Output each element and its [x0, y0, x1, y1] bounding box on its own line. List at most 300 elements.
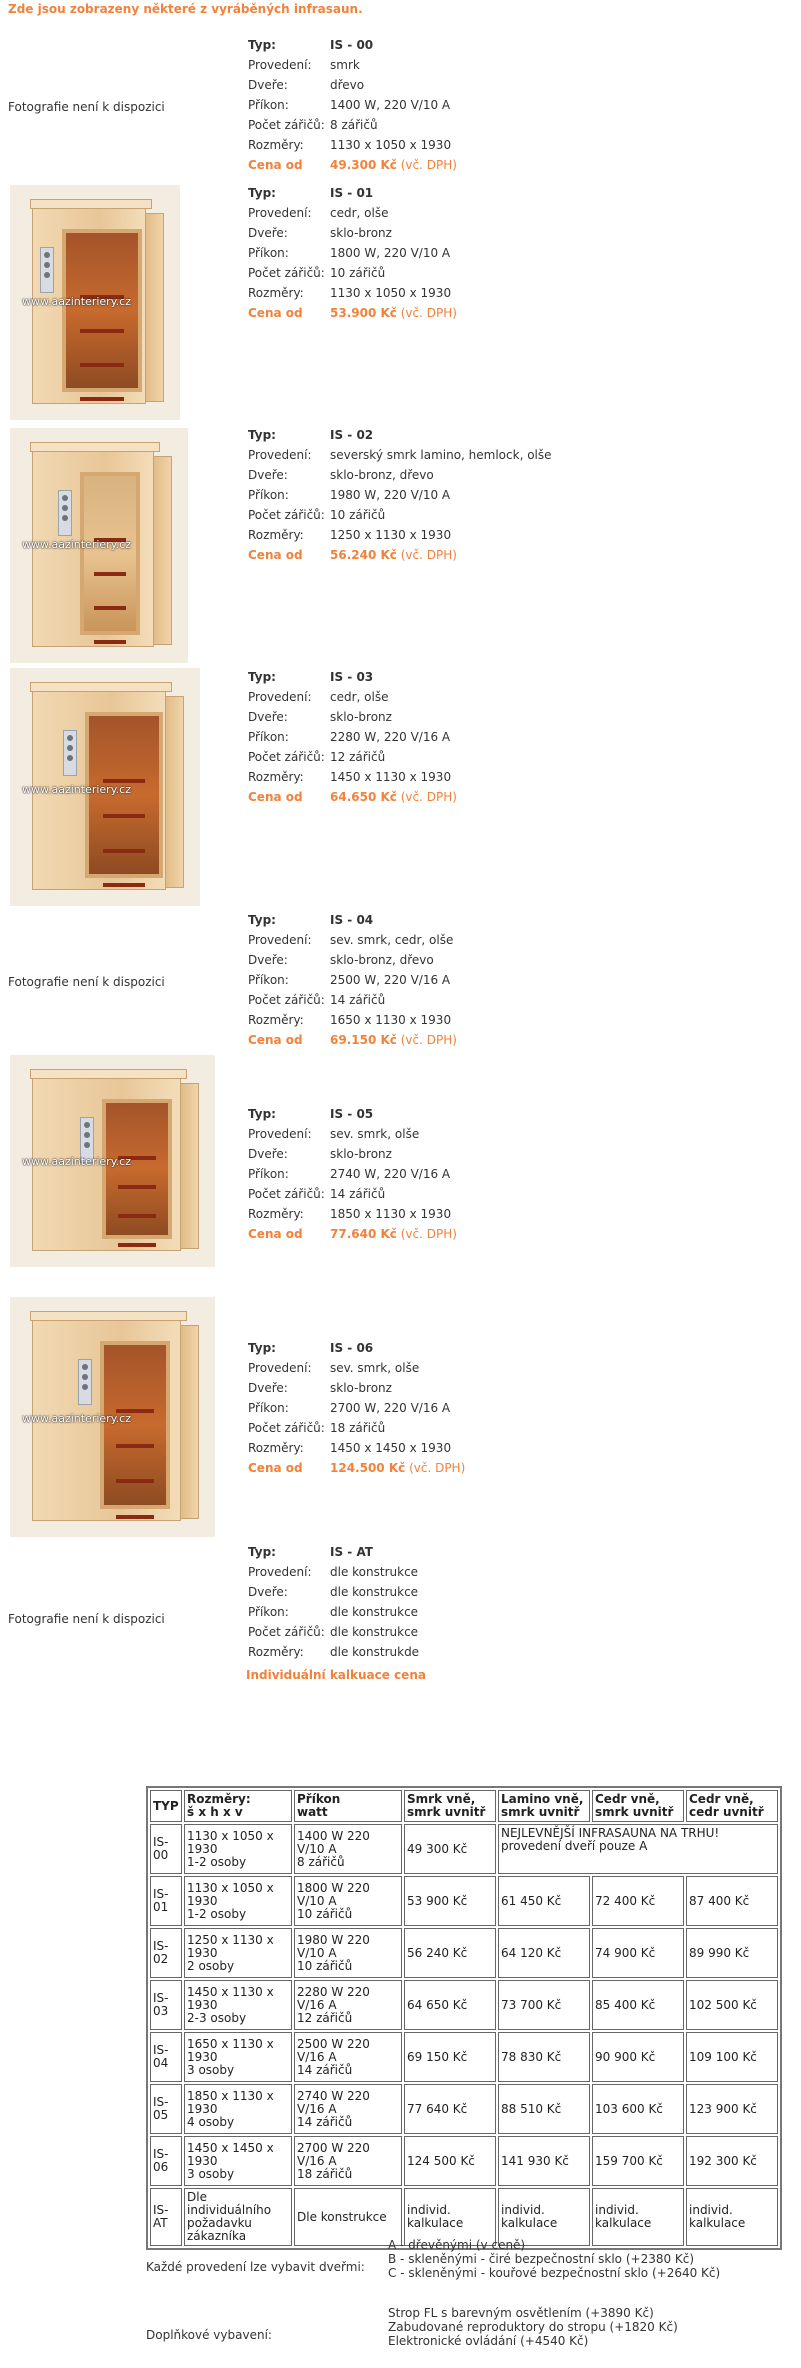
vat-note: (vč. DPH) — [396, 158, 457, 172]
table-header-cell: Cedr vně, cedr uvnitř — [686, 1790, 778, 1822]
doors-label: Každé provedení lze vybavit dveřmi: — [146, 2260, 365, 2274]
spec-value: sklo-bronz — [330, 1147, 392, 1161]
spec-label: Provedení: — [248, 58, 312, 72]
spec-value: IS - AT — [330, 1545, 373, 1559]
spec-value: dle konstrukde — [330, 1645, 420, 1659]
spec-label: Typ: — [248, 670, 276, 684]
table-cell: 1450 x 1130 x 1930 2-3 osoby — [184, 1980, 292, 2030]
spec-label: Dveře: — [248, 1585, 288, 1599]
spec-row-provedeni — [248, 687, 457, 707]
product-specs — [248, 667, 457, 807]
table-row — [150, 2136, 778, 2186]
spec-value: 2500 W, 220 V/16 A — [330, 973, 451, 987]
spec-label: Rozměry: — [248, 528, 304, 542]
table-cell: IS- 00 — [150, 1824, 182, 1874]
table-row — [150, 2084, 778, 2134]
spec-value: severský smrk lamino, hemlock, olše — [330, 448, 552, 462]
sauna-photo — [10, 428, 188, 663]
spec-label: Rozměry: — [248, 138, 304, 152]
intro-heading: Zde jsou zobrazeny některé z vyráběných infrasaun. — [8, 2, 363, 16]
sauna-photo — [10, 1297, 215, 1537]
spec-label: Příkon: — [248, 1167, 289, 1181]
table-cell: 1800 W 220 V/10 A 10 zářičů — [294, 1876, 402, 1926]
product-specs — [248, 1338, 465, 1478]
spec-row-dvere — [248, 465, 552, 485]
table-cell: 2740 W 220 V/16 A 14 zářičů — [294, 2084, 402, 2134]
spec-label: Příkon: — [248, 973, 289, 987]
spec-value: IS - 00 — [330, 38, 374, 52]
spec-row-pocet — [248, 263, 457, 283]
spec-value: 1130 x 1050 x 1930 — [330, 138, 452, 152]
spec-label: Počet zářičů: — [248, 118, 325, 132]
extras-options — [388, 2306, 678, 2348]
table-row — [150, 1824, 778, 1874]
heater-strip — [103, 883, 145, 887]
spec-row-typ — [248, 425, 552, 445]
table-cell: 77 640 Kč — [404, 2084, 496, 2134]
spec-row-pocet — [248, 1418, 465, 1438]
spec-row-rozmery — [248, 767, 457, 787]
spec-label: Typ: — [248, 428, 276, 442]
spec-label: Počet zářičů: — [248, 1421, 325, 1435]
spec-value: sev. smrk, cedr, olše — [330, 933, 454, 947]
spec-row-rozmery — [248, 1204, 457, 1224]
spec-value: sklo-bronz, dřevo — [330, 953, 434, 967]
table-cell: 49 300 Kč — [404, 1824, 496, 1874]
spec-row-pocet — [248, 1184, 457, 1204]
spec-value: dřevo — [330, 78, 365, 92]
spec-row-cena — [248, 155, 457, 175]
spec-row-typ — [248, 183, 457, 203]
table-cell: 159 700 Kč — [592, 2136, 684, 2186]
heater-strip — [94, 606, 125, 610]
spec-row-typ — [248, 35, 457, 55]
spec-value: sklo-bronz, dřevo — [330, 468, 434, 482]
photo-watermark: www.aazinteriery.cz — [22, 295, 131, 308]
table-cell: individ. kalkulace — [686, 2188, 778, 2246]
table-cell: 69 150 Kč — [404, 2032, 496, 2082]
sauna-photo — [10, 185, 180, 420]
spec-row-cena — [248, 1224, 457, 1244]
table-cell: 1130 x 1050 x 1930 1-2 osoby — [184, 1824, 292, 1874]
spec-value: 18 zářičů — [330, 1421, 386, 1435]
spec-row-typ — [248, 1104, 457, 1124]
table-header-cell: Rozměry: š x h x v — [184, 1790, 292, 1822]
spec-row-cena — [248, 1030, 457, 1050]
control-panel — [58, 490, 72, 536]
table-cell: individ. kalkulace — [592, 2188, 684, 2246]
spec-label: Příkon: — [248, 1401, 289, 1415]
spec-value: IS - 03 — [330, 670, 374, 684]
sauna-roof — [30, 442, 160, 452]
table-cell: 2700 W 220 V/16 A 18 zářičů — [294, 2136, 402, 2186]
spec-label: Rozměry: — [248, 1207, 304, 1221]
spec-row-provedeni — [248, 1562, 419, 1582]
spec-label: Typ: — [248, 38, 276, 52]
table-cell: 90 900 Kč — [592, 2032, 684, 2082]
spec-value: sklo-bronz — [330, 1381, 392, 1395]
spec-value: 1450 x 1130 x 1930 — [330, 770, 452, 784]
spec-row-prikon — [248, 1602, 419, 1622]
table-cell: 2280 W 220 V/16 A 12 zářičů — [294, 1980, 402, 2030]
vat-note: (vč. DPH) — [405, 1461, 466, 1475]
sauna-photo — [10, 1055, 215, 1267]
heater-strip — [80, 329, 123, 333]
table-cell: 1450 x 1450 x 1930 3 osoby — [184, 2136, 292, 2186]
spec-row-typ — [248, 667, 457, 687]
spec-row-pocet — [248, 747, 457, 767]
price-table — [146, 1786, 782, 2250]
spec-row-prikon — [248, 1164, 457, 1184]
spec-row-typ — [248, 1338, 465, 1358]
spec-row-cena — [248, 545, 552, 565]
spec-label: Provedení: — [248, 448, 312, 462]
spec-row-provedeni — [248, 1124, 457, 1144]
spec-label: Cena od — [248, 158, 303, 172]
spec-row-rozmery — [248, 135, 457, 155]
extra-option: Zabudované reproduktory do stropu (+1820 Kč) — [388, 2320, 678, 2334]
spec-value: dle konstrukce — [330, 1585, 419, 1599]
spec-label: Typ: — [248, 1545, 276, 1559]
spec-value: 69.150 Kč — [330, 1033, 397, 1047]
spec-value: 1650 x 1130 x 1930 — [330, 1013, 452, 1027]
spec-value: 12 zářičů — [330, 750, 386, 764]
spec-value: 1450 x 1450 x 1930 — [330, 1441, 452, 1455]
table-row — [150, 1980, 778, 2030]
sauna-photo — [10, 668, 200, 906]
spec-label: Počet zářičů: — [248, 750, 325, 764]
spec-row-rozmery — [248, 1642, 419, 1662]
spec-row-dvere — [248, 75, 457, 95]
table-row — [150, 1876, 778, 1926]
spec-value: dle konstrukce — [330, 1605, 419, 1619]
table-row — [150, 1928, 778, 1978]
vat-note: (vč. DPH) — [396, 790, 457, 804]
spec-row-provedeni — [248, 930, 457, 950]
spec-label: Dveře: — [248, 1381, 288, 1395]
table-cell: 192 300 Kč — [686, 2136, 778, 2186]
spec-label: Rozměry: — [248, 1645, 304, 1659]
spec-value: 14 zářičů — [330, 993, 386, 1007]
spec-label: Rozměry: — [248, 770, 304, 784]
table-cell: 109 100 Kč — [686, 2032, 778, 2082]
spec-label: Dveře: — [248, 953, 288, 967]
control-panel — [78, 1359, 92, 1405]
sauna-roof — [30, 199, 152, 209]
sauna-side — [179, 1083, 199, 1249]
spec-value: sev. smrk, olše — [330, 1127, 420, 1141]
spec-value: 49.300 Kč — [330, 158, 397, 172]
table-cell: 1850 x 1130 x 1930 4 osoby — [184, 2084, 292, 2134]
sauna-roof — [30, 682, 172, 692]
spec-value: 1400 W, 220 V/10 A — [330, 98, 451, 112]
spec-value: 2280 W, 220 V/16 A — [330, 730, 451, 744]
spec-label: Cena od — [248, 306, 303, 320]
heater-strip — [118, 1214, 155, 1218]
table-cell: individ. kalkulace — [404, 2188, 496, 2246]
spec-value: 56.240 Kč — [330, 548, 397, 562]
photo-watermark: www.aazinteriery.cz — [22, 783, 131, 796]
spec-label: Příkon: — [248, 488, 289, 502]
spec-label: Provedení: — [248, 1361, 312, 1375]
spec-row-dvere — [248, 1582, 419, 1602]
spec-row-provedeni — [248, 55, 457, 75]
sauna-door — [62, 229, 142, 392]
spec-label: Provedení: — [248, 206, 312, 220]
table-header-cell: Smrk vně, smrk uvnitř — [404, 1790, 496, 1822]
table-cell: Dle konstrukce — [294, 2188, 402, 2246]
product-specs — [248, 425, 552, 565]
spec-value: 1800 W, 220 V/10 A — [330, 246, 451, 260]
spec-value: 2700 W, 220 V/16 A — [330, 1401, 451, 1415]
spec-label: Dveře: — [248, 226, 288, 240]
table-cell: 53 900 Kč — [404, 1876, 496, 1926]
sauna-door — [102, 1099, 172, 1239]
spec-value: dle konstrukce — [330, 1625, 419, 1639]
no-photo-note: Fotografie není k dispozici — [8, 975, 165, 989]
spec-value: IS - 04 — [330, 913, 374, 927]
spec-row-prikon — [248, 95, 457, 115]
spec-row-provedeni — [248, 445, 552, 465]
spec-row-pocet — [248, 990, 457, 1010]
spec-label: Dveře: — [248, 78, 288, 92]
vat-note: (vč. DPH) — [396, 1227, 457, 1241]
spec-row-provedeni — [248, 203, 457, 223]
spec-row-typ — [248, 910, 457, 930]
heater-strip — [116, 1479, 153, 1483]
spec-label: Typ: — [248, 1107, 276, 1121]
table-cell: IS- 03 — [150, 1980, 182, 2030]
table-cell: IS- 06 — [150, 2136, 182, 2186]
spec-label: Typ: — [248, 1341, 276, 1355]
table-row — [150, 2032, 778, 2082]
vat-note: (vč. DPH) — [396, 548, 457, 562]
spec-label: Typ: — [248, 186, 276, 200]
sauna-side — [179, 1325, 199, 1519]
heater-strip — [116, 1444, 153, 1448]
table-cell: 2500 W 220 V/16 A 14 zářičů — [294, 2032, 402, 2082]
spec-value: dle konstrukce — [330, 1565, 419, 1579]
spec-value: 77.640 Kč — [330, 1227, 397, 1241]
table-cell: 78 830 Kč — [498, 2032, 590, 2082]
table-cell: 141 930 Kč — [498, 2136, 590, 2186]
spec-label: Příkon: — [248, 246, 289, 260]
spec-value: smrk — [330, 58, 360, 72]
spec-label: Rozměry: — [248, 1013, 304, 1027]
spec-value: 1130 x 1050 x 1930 — [330, 286, 452, 300]
spec-row-pocet — [248, 115, 457, 135]
individual-calc-note: Individuální kalkuace cena — [246, 1668, 426, 1682]
table-cell: IS- 05 — [150, 2084, 182, 2134]
spec-row-cena — [248, 303, 457, 323]
table-cell: 1980 W 220 V/10 A 10 zářičů — [294, 1928, 402, 1978]
spec-row-prikon — [248, 485, 552, 505]
table-cell: NEJLEVNĚJŠÍ INFRASAUNA NA TRHU! provedení dveří pouze A — [498, 1824, 778, 1874]
photo-watermark: www.aazinteriery.cz — [22, 1412, 131, 1425]
table-cell: 1130 x 1050 x 1930 1-2 osoby — [184, 1876, 292, 1926]
spec-label: Příkon: — [248, 98, 289, 112]
table-cell: IS- AT — [150, 2188, 182, 2246]
table-cell: 64 650 Kč — [404, 1980, 496, 2030]
spec-row-typ — [248, 1542, 419, 1562]
spec-value: 64.650 Kč — [330, 790, 397, 804]
spec-label: Provedení: — [248, 1565, 312, 1579]
spec-row-dvere — [248, 950, 457, 970]
table-cell: individ. kalkulace — [498, 2188, 590, 2246]
heater-strip — [116, 1515, 153, 1519]
heater-strip — [94, 572, 125, 576]
spec-value: 8 zářičů — [330, 118, 378, 132]
spec-label: Počet zářičů: — [248, 266, 325, 280]
heater-strip — [103, 814, 145, 818]
spec-value: 1850 x 1130 x 1930 — [330, 1207, 452, 1221]
spec-label: Rozměry: — [248, 286, 304, 300]
no-photo-note: Fotografie není k dispozici — [8, 100, 165, 114]
spec-label: Počet zářičů: — [248, 1187, 325, 1201]
spec-row-dvere — [248, 1144, 457, 1164]
sauna-door — [100, 1341, 170, 1509]
spec-row-dvere — [248, 707, 457, 727]
photo-watermark: www.aazinteriery.cz — [22, 538, 131, 551]
door-option: B - skleněnými - čiré bezpečnostní sklo (+2380 Kč) — [388, 2252, 695, 2266]
spec-row-prikon — [248, 243, 457, 263]
spec-label: Rozměry: — [248, 1441, 304, 1455]
spec-label: Provedení: — [248, 933, 312, 947]
extra-option: Strop FL s barevným osvětlením (+3890 Kč) — [388, 2306, 654, 2320]
door-option: C - skleněnými - kouřové bezpečnostní sklo (+2640 Kč) — [388, 2266, 721, 2280]
spec-label: Provedení: — [248, 690, 312, 704]
table-header-cell: TYP — [150, 1790, 182, 1822]
table-cell: 1400 W 220 V/10 A 8 zářičů — [294, 1824, 402, 1874]
product-specs — [248, 1542, 419, 1662]
vat-note: (vč. DPH) — [396, 306, 457, 320]
spec-value: sklo-bronz — [330, 226, 392, 240]
spec-value: 2740 W, 220 V/16 A — [330, 1167, 451, 1181]
spec-row-pocet — [248, 1622, 419, 1642]
product-specs — [248, 910, 457, 1050]
table-cell: 74 900 Kč — [592, 1928, 684, 1978]
spec-value: 10 zářičů — [330, 508, 386, 522]
spec-label: Cena od — [248, 790, 303, 804]
table-cell: 64 120 Kč — [498, 1928, 590, 1978]
table-header-row — [150, 1790, 778, 1822]
spec-row-pocet — [248, 505, 552, 525]
table-header-cell: Lamino vně, smrk uvnitř — [498, 1790, 590, 1822]
spec-label: Příkon: — [248, 1605, 289, 1619]
sauna-roof — [30, 1069, 187, 1079]
spec-value: IS - 06 — [330, 1341, 374, 1355]
spec-value: IS - 05 — [330, 1107, 374, 1121]
spec-row-rozmery — [248, 1010, 457, 1030]
spec-value: sklo-bronz — [330, 710, 392, 724]
table-cell: 88 510 Kč — [498, 2084, 590, 2134]
spec-value: 124.500 Kč — [330, 1461, 406, 1475]
extras-label: Doplňkové vybavení: — [146, 2328, 272, 2342]
table-cell: IS- 04 — [150, 2032, 182, 2082]
doors-options — [388, 2238, 720, 2280]
table-header-cell: Cedr vně, smrk uvnitř — [592, 1790, 684, 1822]
sauna-roof — [30, 1311, 187, 1321]
spec-label: Počet zářičů: — [248, 1625, 325, 1639]
spec-value: 14 zářičů — [330, 1187, 386, 1201]
spec-row-prikon — [248, 727, 457, 747]
spec-row-dvere — [248, 1378, 465, 1398]
table-cell: 124 500 Kč — [404, 2136, 496, 2186]
photo-watermark: www.aazinteriery.cz — [22, 1155, 131, 1168]
table-cell: 1250 x 1130 x 1930 2 osoby — [184, 1928, 292, 1978]
heater-strip — [80, 397, 123, 401]
vat-note: (vč. DPH) — [396, 1033, 457, 1047]
spec-value: 10 zářičů — [330, 266, 386, 280]
spec-row-rozmery — [248, 1438, 465, 1458]
spec-label: Dveře: — [248, 710, 288, 724]
spec-value: 1250 x 1130 x 1930 — [330, 528, 452, 542]
spec-label: Typ: — [248, 913, 276, 927]
product-specs — [248, 183, 457, 323]
heater-strip — [118, 1185, 155, 1189]
sauna-side — [152, 456, 172, 645]
table-cell: 61 450 Kč — [498, 1876, 590, 1926]
spec-label: Příkon: — [248, 730, 289, 744]
sauna-side — [144, 213, 164, 402]
spec-label: Cena od — [248, 548, 303, 562]
table-cell: IS- 01 — [150, 1876, 182, 1926]
table-body — [150, 1824, 778, 2246]
spec-row-prikon — [248, 1398, 465, 1418]
table-cell: 87 400 Kč — [686, 1876, 778, 1926]
spec-label: Cena od — [248, 1033, 303, 1047]
spec-value: 53.900 Kč — [330, 306, 397, 320]
spec-row-rozmery — [248, 283, 457, 303]
spec-value: cedr, olše — [330, 690, 389, 704]
spec-label: Dveře: — [248, 468, 288, 482]
table-cell: 89 990 Kč — [686, 1928, 778, 1978]
table-cell: 102 500 Kč — [686, 1980, 778, 2030]
table-cell: 103 600 Kč — [592, 2084, 684, 2134]
spec-row-dvere — [248, 223, 457, 243]
heater-strip — [118, 1243, 155, 1247]
spec-value: cedr, olše — [330, 206, 389, 220]
spec-label: Počet zářičů: — [248, 993, 325, 1007]
spec-row-cena — [248, 1458, 465, 1478]
control-panel — [63, 730, 77, 776]
spec-value: IS - 01 — [330, 186, 374, 200]
sauna-door — [80, 472, 140, 635]
control-panel — [40, 247, 54, 293]
spec-value: IS - 02 — [330, 428, 374, 442]
table-cell: IS- 02 — [150, 1928, 182, 1978]
table-cell: 123 900 Kč — [686, 2084, 778, 2134]
door-option: A - dřevěnými (v ceně) — [388, 2238, 526, 2252]
spec-label: Cena od — [248, 1461, 303, 1475]
spec-value: sev. smrk, olše — [330, 1361, 420, 1375]
spec-label: Provedení: — [248, 1127, 312, 1141]
spec-row-prikon — [248, 970, 457, 990]
spec-row-rozmery — [248, 525, 552, 545]
table-header-cell: Příkon watt — [294, 1790, 402, 1822]
heater-strip — [80, 363, 123, 367]
spec-row-provedeni — [248, 1358, 465, 1378]
spec-row-cena — [248, 787, 457, 807]
heater-strip — [103, 849, 145, 853]
spec-label: Dveře: — [248, 1147, 288, 1161]
table-cell: 72 400 Kč — [592, 1876, 684, 1926]
spec-label: Počet zářičů: — [248, 508, 325, 522]
product-specs — [248, 35, 457, 175]
spec-label: Cena od — [248, 1227, 303, 1241]
table-cell: Dle individuálního požadavku zákazníka — [184, 2188, 292, 2246]
extra-option: Elektronické ovládání (+4540 Kč) — [388, 2334, 589, 2348]
